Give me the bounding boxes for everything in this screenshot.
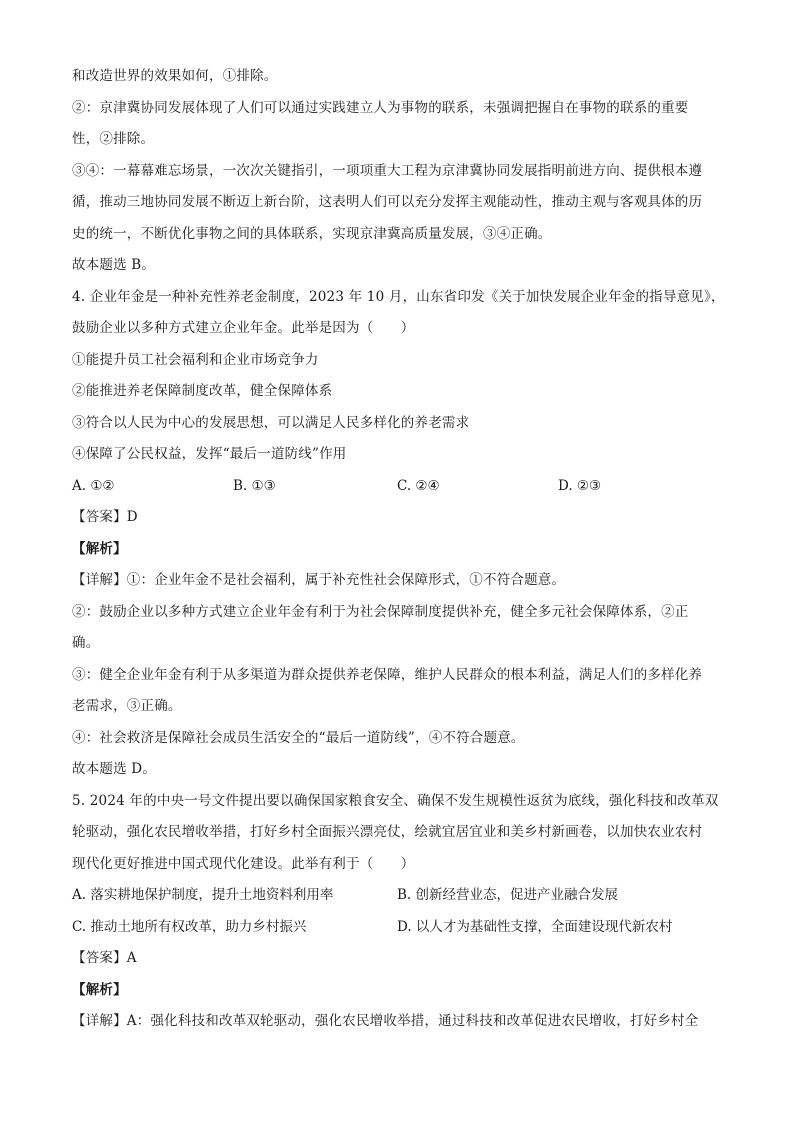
question-5-option-a: A. 落实耕地保护制度，提升土地资料利用率	[72, 887, 334, 903]
question-4-explanation: ④：社会救济是保障社会成员生活安全的“最后一道防线”，④不符合题意。	[72, 730, 525, 746]
question-4-explanation: 老需求，③正确。	[72, 698, 182, 714]
question-4-statement: ①能提升员工社会福利和企业市场竞争力	[72, 352, 319, 368]
text-line: 循，推动三地协同发展不断迈上新台阶，这表明人们可以充分发挥主观能动性，推动主观与客观具体的历	[72, 194, 703, 210]
question-4-stem: 4. 企业年金是一种补充性养老金制度，2023 年 10 月，山东省印发《关于加快发展企业年金的指导意见》，	[72, 289, 725, 305]
question-4-explanation: ②：鼓励企业以多种方式建立企业年金有利于为社会保障制度提供补充，健全多元社会保障体系，②正	[72, 604, 689, 620]
question-4-option-a: A. ①②	[72, 478, 115, 494]
question-4-option-c: C. ②④	[397, 478, 440, 494]
question-5-stem: 5. 2024 年的中央一号文件提出要以确保国家粮食安全、确保不发生规模性返贫为底线，强化科技和改革双	[72, 793, 719, 809]
question-4-statement: ②能推进养老保障制度改革，健全保障体系	[72, 383, 333, 399]
text-line: 性，②排除。	[72, 131, 155, 147]
text-line: ②：京津冀协同发展体现了人们可以通过实践建立人为事物的联系，未强调把握自在事物的联系的重要	[72, 100, 689, 116]
question-4-explanation: ③：健全企业年金有利于从多渠道为群众提供养老保障，维护人民群众的根本利益，满足人们的多样化养	[72, 667, 703, 683]
question-4-option-d: D. ②③	[558, 478, 602, 494]
question-4-conclusion: 故本题选 D。	[72, 761, 157, 777]
question-4-stem: 鼓励企业以多种方式建立企业年金。此举是因为（ ）	[72, 320, 415, 336]
question-4-analysis-heading: 【解析】	[72, 541, 127, 557]
question-5-analysis-heading: 【解析】	[72, 982, 127, 998]
text-line: 故本题选 B。	[72, 257, 156, 273]
text-line: 和改造世界的效果如何，①排除。	[72, 68, 278, 84]
question-4-answer: 【答案】D	[72, 509, 138, 525]
question-5-stem: 现代化更好推进中国式现代化建设。此举有利于（ ）	[72, 856, 415, 872]
text-line: 史的统一，不断优化事物之间的具体联系，实现京津冀高质量发展，③④正确。	[72, 226, 552, 242]
question-4-explanation: 【详解】①：企业年金不是社会福利，属于补充性社会保障形式，①不符合题意。	[72, 572, 566, 588]
question-4-explanation: 确。	[72, 635, 100, 651]
question-5-answer: 【答案】A	[72, 950, 137, 966]
question-5-explanation: 【详解】A：强化科技和改革双轮驱动，强化农民增收举措，通过科技和改革促进农民增收，打好乡村全	[72, 1013, 699, 1029]
question-5-option-b: B. 创新经营业态，促进产业融合发展	[397, 887, 619, 903]
question-5-option-c: C. 推动土地所有权改革，助力乡村振兴	[72, 919, 307, 935]
question-4-option-b: B. ①③	[233, 478, 276, 494]
text-line: ③④：一幕幕难忘场景，一次次关键指引，一项项重大工程为京津冀协同发展指明前进方向、提供根本遵	[72, 163, 703, 179]
question-5-stem: 轮驱动，强化农民增收举措，打好乡村全面振兴漂亮仗，绘就宜居宜业和美乡村新画卷，以加快农业农村	[72, 824, 703, 840]
question-5-option-d: D. 以人才为基础性支撑，全面建设现代新农村	[397, 919, 673, 935]
question-4-statement: ③符合以人民为中心的发展思想，可以满足人民多样化的养老需求	[72, 415, 470, 431]
question-4-statement: ④保障了公民权益，发挥“最后一道防线”作用	[72, 446, 347, 462]
